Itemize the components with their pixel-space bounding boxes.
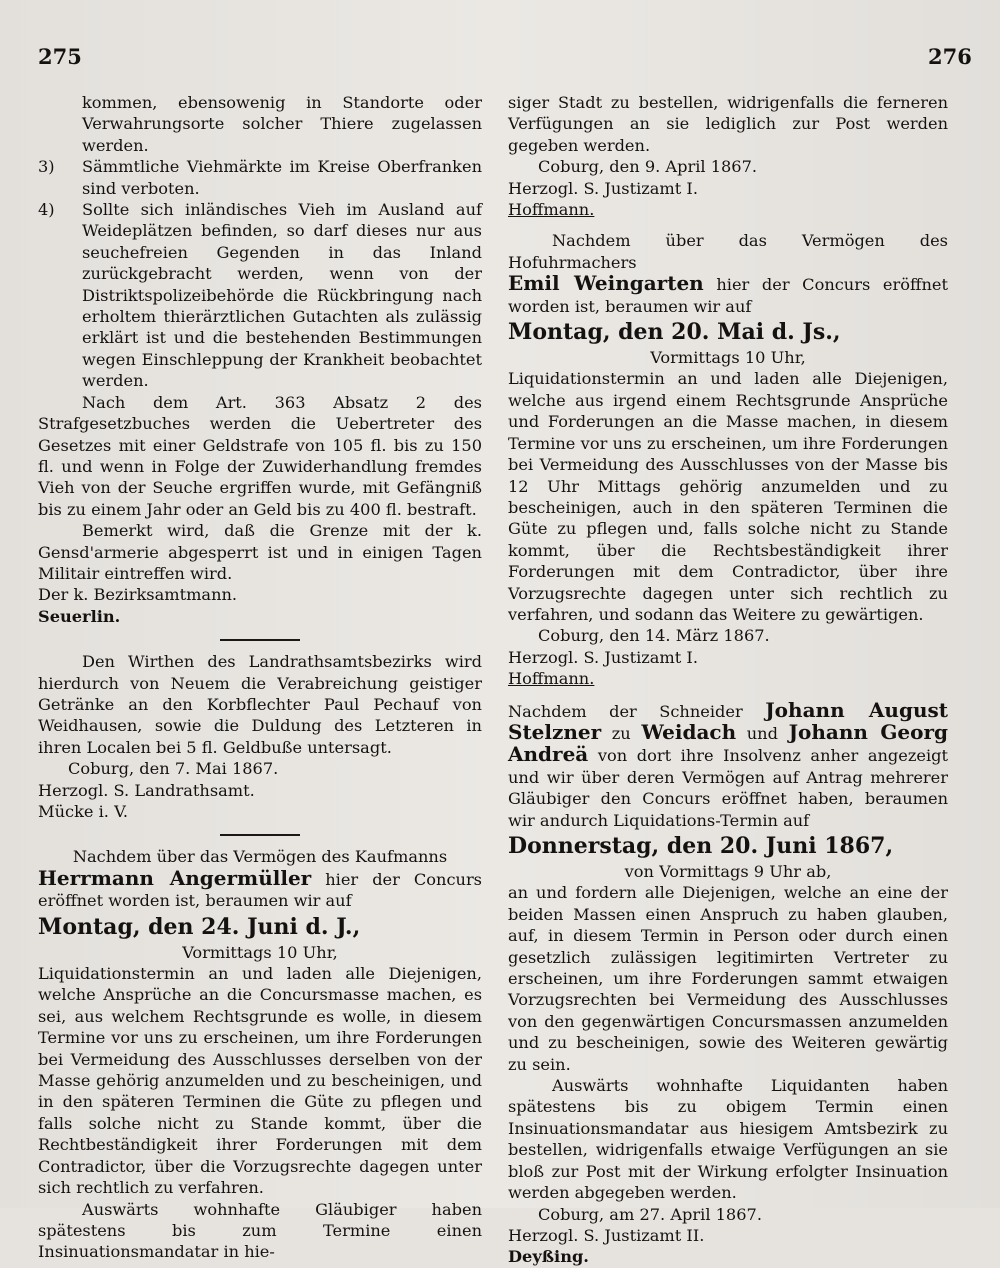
page-number-left: 275 — [38, 44, 82, 69]
signature-name: Deyßing. — [508, 1247, 589, 1267]
connector-word: und — [746, 723, 778, 743]
notice-body: Liquidationstermin an und laden alle Diejenigen, welche aus irgend einem Rechtsgrunde Ansprüche und Forderungen an die Masse machen, in diesem Termine vor uns zu erscheinen, um ihre Forderungen bei Vermeidung des Ausschlusses von der Masse bis 12 Uhr Mittags gehörig anzumelden und zu bescheinigen, auch in den späteren Terminen die Güte zu pflegen und, falls solche nicht zu Stande kommt, über die Rechtsbeständigkeit ihrer Forderungen mit dem Contradictor, über ihre Vorzugsrechte dagegen unter sich rechtlich zu verfahren, und sodann das Weitere zu gewärtigen. — [508, 369, 948, 624]
notice-intro-line — [508, 697, 949, 831]
office-name: Herzogl. S. Justizamt II. — [508, 1225, 705, 1245]
office-name: Herzogl. S. Justizamt I. — [508, 178, 698, 198]
signature-name: Mücke i. V. — [38, 802, 129, 821]
place-date: Coburg, den 9. April 1867. — [538, 157, 758, 177]
town-name: Weidach — [641, 719, 737, 744]
spacer — [508, 220, 948, 230]
hearing-time: Vormittags 10 Uhr, — [182, 942, 338, 962]
notice-intro-rest: von dort ihre Insolvenz anher angezeigt und wir über deren Vermögen auf Antrag mehrerer Gläubiger den Concurs eröffnet haben, beraumen wir andurch Liquidations-Termin auf — [508, 746, 948, 830]
hearing-time: von Vormittags 9 Uhr ab, — [624, 862, 832, 881]
right-continuation: siger Stadt zu bestellen, widrigenfalls die ferneren Verfügungen an sie lediglich zur Post werden gegeben werden. — [508, 93, 948, 155]
notice-intro-rest: hier der Concurs eröffnet worden ist, beraumen wir auf — [38, 869, 482, 911]
debtor-name: Herrmann Angermüller — [38, 865, 312, 890]
hearing-date: Montag, den 24. Juni d. J., — [38, 913, 361, 940]
notice-body: an und fordern alle Diejenigen, welche an eine der beiden Massen einen Anspruch zu haben glauben, auf, in diesem Termin in Person oder durch einen gesetzlich zulässigen legitimirten Vertreter zu erscheinen, um ihre Forderungen sammt etwaigen Vorzugsrechten bei Vermeidung des Ausschlusses von den gegenwärtigen Concursmassen anzumelden und zu bescheinigen, sowie des Weiteren gewärtig zu sein. — [508, 883, 948, 1074]
place-date: Coburg, am 27. April 1867. — [538, 1204, 762, 1224]
office-name: Herzogl. S. Justizamt I. — [508, 647, 698, 667]
paragraph-penalty: Nach dem Art. 363 Absatz 2 des Strafgesetzbuches werden die Uebertreter des Gesetzes mit einer Geldstrafe von 105 fl. bis zu 150 fl. und wenn in Folge der Zuwiderhandlung fremdes Vieh von der Seuche ergriffen wurde, mit Gefängniß bis zu einem Jahr oder an Geld bis zu 400 fl. bestraft. — [38, 392, 482, 519]
place-date: Coburg, den 14. März 1867. — [538, 626, 770, 646]
list-item-3 — [38, 156, 482, 199]
left-continuation: kommen, ebensowenig in Standorte oder Verwahrungsorte solcher Thiere zugelassen werden. — [82, 93, 482, 155]
hearing-time: Vormittags 10 Uhr, — [650, 348, 806, 368]
left-column — [38, 92, 482, 1263]
debtor-name: Johann August Stelzner — [508, 697, 948, 744]
debtor-name: Emil Weingarten — [508, 271, 704, 296]
list-number: 4) — [38, 200, 55, 220]
debtor-name: Johann Georg Andreä — [508, 719, 949, 767]
separator — [220, 834, 300, 836]
paragraph-innkeepers: Den Wirthen des Landrathsamtsbezirks wird hierdurch von Neuem die Verabreichung geistiger Getränke an den Korbflechter Paul Pechauf von Weidhausen, sowie die Duldung des Letzteren in ihren Localen bei 5 fl. Geldbuße untersagt. — [38, 652, 482, 757]
notice-intro-rest: hier der Concurs eröffnet worden ist, beraumen wir auf — [508, 275, 948, 316]
signature-name: Hoffmann. — [508, 200, 595, 220]
notice-intro: Nachdem der Schneider — [508, 701, 743, 721]
office-name: Herzogl. S. Landrathsamt. — [38, 780, 255, 800]
separator — [220, 639, 300, 641]
notice-intro-line — [508, 273, 948, 317]
list-text: Sämmtliche Viehmärkte im Kreise Oberfranken sind verboten. — [82, 157, 482, 198]
list-item-4 — [38, 199, 482, 392]
notice-intro-line — [38, 865, 482, 912]
notice-intro: Nachdem über das Vermögen des Hofuhrmachers — [508, 231, 948, 272]
hearing-date: Montag, den 20. Mai d. Js., — [508, 319, 841, 346]
signature-title: Der k. Bezirksamtmann. — [38, 585, 238, 605]
notice-intro: Nachdem über das Vermögen des Kaufmanns — [72, 847, 448, 867]
signature-name: Seuerlin. — [38, 606, 121, 626]
notice-outside-creditors: Auswärts wohnhafte Liquidanten haben spätestens bis zu obigem Termin einen Insinuationsmandatar aus hiesigem Amtsbezirk zu bestellen, widrigenfalls etwaige Verfügungen an sie bloß zur Post mit der Wirkung erfolgter Insinuation werden abgegeben werden. — [508, 1076, 948, 1203]
list-text: Sollte sich inländisches Vieh im Ausland auf Weideplätzen befinden, so darf dieses nur aus seuchefreien Gegenden in das Inland zurückgebracht werden, wenn von der Distriktspolizeibehörde die Rückbringung nach erholtem thierärztlichen Gutachten als zulässig erklärt ist und die bestehenden Bestimmungen wegen Einschleppung der Krankheit beobachtet werden. — [82, 200, 482, 391]
paragraph-border-note: Bemerkt wird, daß die Grenze mit der k. Gensd'armerie abgesperrt ist und in einigen Tagen Militair eintreffen wird. — [38, 521, 482, 583]
notice-outside-creditors: Auswärts wohnhafte Gläubiger haben spätestens bis zum Termine einen Insinuationsmandatar in hie- — [38, 1199, 482, 1262]
place-date: Coburg, den 7. Mai 1867. — [68, 759, 279, 779]
right-column — [508, 92, 948, 1268]
hearing-date: Donnerstag, den 20. Juni 1867, — [508, 833, 894, 859]
signature-name: Hoffmann. — [508, 669, 595, 689]
page-number-right: 276 — [928, 44, 972, 69]
notice-body: Liquidationstermin an und laden alle Diejenigen, welche Ansprüche an die Concursmasse machen, es sei, aus welchem Rechtsgrunde es wolle, in diesem Termine vor uns zu erscheinen, um ihre Forderungen bei Vermeidung des Ausschlusses derselben von der Masse gehörig anzumelden und zu bescheinigen, und in den späteren Terminen die Güte zu pflegen und falls solche nicht zu Stande kommt, über die Rechtbeständigkeit ihrer Forderungen mit dem Contradictor, über die Vorzugsrechte dagegen unter sich rechtlich zu verfahren. — [38, 964, 482, 1198]
list-number: 3) — [38, 157, 55, 177]
connector-word: zu — [611, 723, 631, 743]
